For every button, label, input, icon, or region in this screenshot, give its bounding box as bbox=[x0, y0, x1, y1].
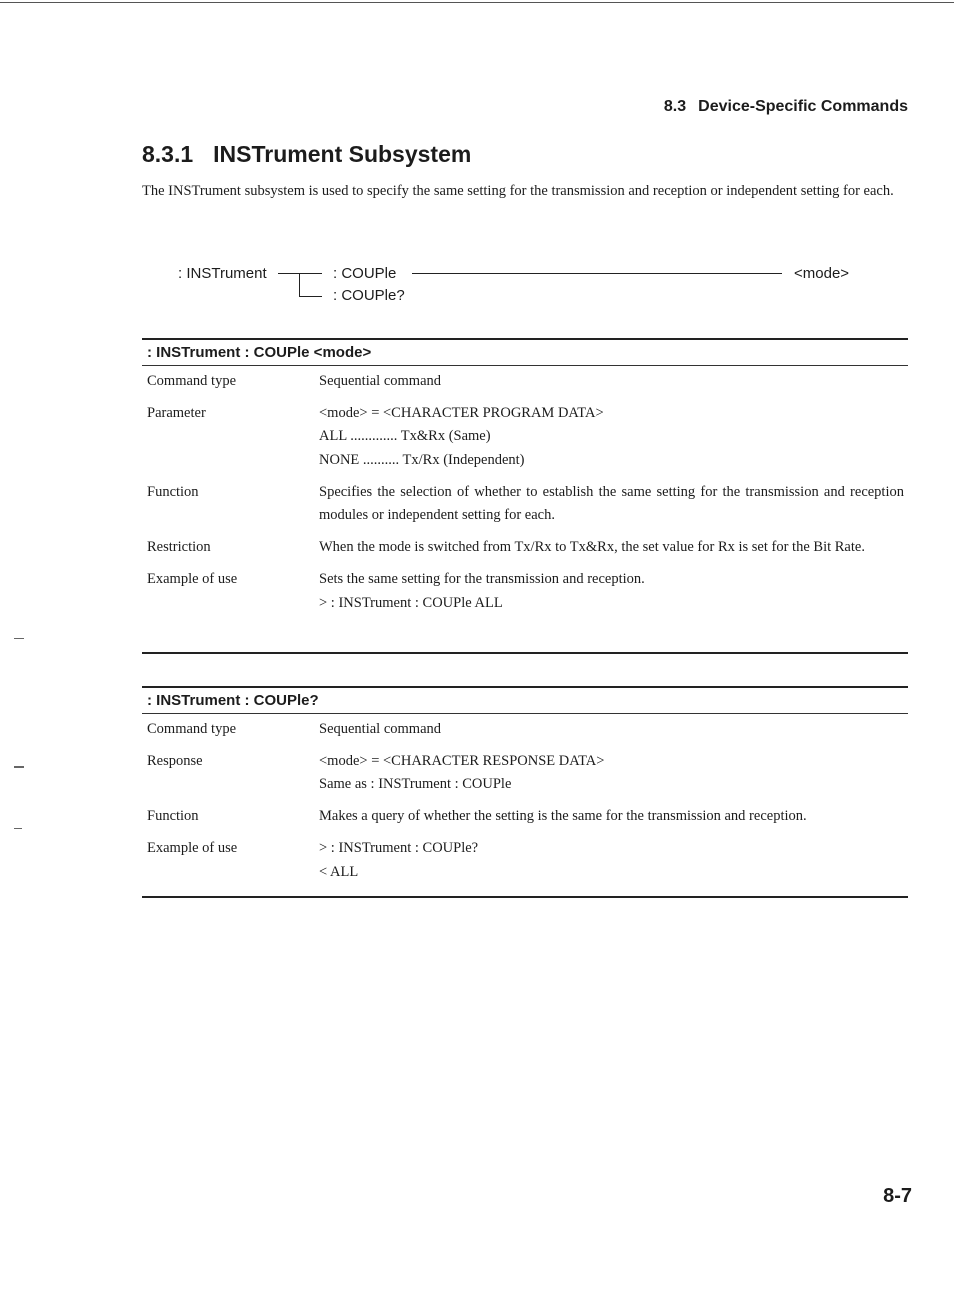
detail-label: Function bbox=[147, 483, 199, 500]
block-bottom-rule bbox=[142, 896, 908, 898]
detail-value-line: Sequential command bbox=[319, 372, 442, 389]
detail-row bbox=[142, 481, 908, 528]
detail-value-line: Specifies the selection of whether to establish the same setting for the transmission and reception modules or independent setting for each. bbox=[319, 483, 904, 523]
command-heading: : INSTrument : COUPle <mode> bbox=[147, 343, 372, 361]
header-section-number: 8.3 bbox=[663, 98, 687, 115]
detail-value-line: When the mode is switched from Tx/Rx to Tx&Rx, the set value for Rx is set for the Bit Rate. bbox=[319, 539, 865, 555]
margin-artifact bbox=[14, 638, 24, 639]
tree-root-node: : INSTrument bbox=[178, 265, 267, 282]
detail-label: Example of use bbox=[147, 571, 238, 587]
detail-value bbox=[319, 805, 908, 829]
detail-value bbox=[319, 370, 908, 394]
detail-value-line: Makes a query of whether the setting is the same for the transmission and reception. bbox=[319, 808, 807, 824]
command-detail-rows bbox=[142, 366, 908, 616]
command-block-couple-end bbox=[142, 652, 908, 654]
detail-value bbox=[319, 718, 908, 742]
tree-branch-couple: : COUPle bbox=[333, 265, 397, 282]
detail-value-line: <mode> = <CHARACTER RESPONSE DATA> bbox=[319, 752, 605, 769]
detail-row bbox=[142, 718, 908, 742]
intro-paragraph: The INSTrument subsystem is used to specify the same setting for the transmission and reception or independent setting for each. bbox=[142, 183, 894, 199]
section-title-text: INSTrument Subsystem bbox=[213, 141, 472, 167]
detail-value bbox=[319, 536, 908, 560]
page-top-rule bbox=[0, 2, 954, 3]
detail-value-line: < ALL bbox=[319, 863, 359, 880]
detail-label: Command type bbox=[147, 372, 237, 389]
tree-branch-couple-query: : COUPle? bbox=[333, 287, 405, 304]
tree-param-connector bbox=[412, 273, 782, 274]
detail-row bbox=[142, 568, 908, 615]
detail-value bbox=[319, 481, 908, 528]
tree-connector bbox=[278, 273, 322, 274]
detail-row bbox=[142, 536, 908, 560]
detail-row bbox=[142, 837, 908, 884]
detail-value-line: <mode> = <CHARACTER PROGRAM DATA> bbox=[319, 404, 604, 421]
detail-label: Restriction bbox=[147, 539, 211, 555]
block-bottom-rule bbox=[142, 652, 908, 654]
detail-label: Response bbox=[147, 752, 203, 769]
tree-connector-branch bbox=[299, 296, 322, 297]
section-title bbox=[142, 141, 471, 168]
running-header bbox=[664, 98, 908, 116]
detail-value bbox=[319, 402, 908, 473]
detail-value-line: > : INSTrument : COUPle? bbox=[319, 840, 479, 856]
detail-row bbox=[142, 402, 908, 473]
command-block-couple-query bbox=[142, 686, 908, 893]
page-number: 8-7 bbox=[883, 1185, 912, 1207]
header-section-title: Device-Specific Commands bbox=[698, 98, 908, 115]
command-block-couple bbox=[142, 338, 908, 624]
detail-label: Function bbox=[147, 808, 199, 824]
margin-artifact bbox=[14, 766, 24, 768]
section-title-number: 8.3.1 bbox=[142, 141, 194, 167]
detail-value bbox=[319, 837, 908, 884]
tree-param-mode: <mode> bbox=[794, 265, 850, 282]
detail-row bbox=[142, 750, 908, 797]
detail-value-line: > : INSTrument : COUPle ALL bbox=[319, 594, 503, 611]
tree-connector-vertical bbox=[299, 273, 300, 297]
detail-row bbox=[142, 370, 908, 394]
detail-value-line: NONE .......... Tx/Rx (Independent) bbox=[319, 451, 525, 468]
detail-value-line: Same as : INSTrument : COUPle bbox=[319, 776, 512, 792]
detail-row bbox=[142, 805, 908, 829]
detail-label: Parameter bbox=[147, 404, 206, 421]
detail-value-line: ALL ............. Tx&Rx (Same) bbox=[319, 428, 491, 444]
command-detail-rows bbox=[142, 714, 908, 885]
detail-value-line: Sets the same setting for the transmission and reception. bbox=[319, 571, 645, 587]
detail-label: Command type bbox=[147, 720, 237, 737]
detail-value-line: Sequential command bbox=[319, 720, 442, 737]
detail-label: Example of use bbox=[147, 840, 238, 856]
command-heading: : INSTrument : COUPle? bbox=[147, 691, 319, 709]
detail-value bbox=[319, 750, 908, 797]
margin-artifact bbox=[14, 828, 22, 829]
command-block-couple-query-end bbox=[142, 896, 908, 898]
detail-value bbox=[319, 568, 908, 615]
